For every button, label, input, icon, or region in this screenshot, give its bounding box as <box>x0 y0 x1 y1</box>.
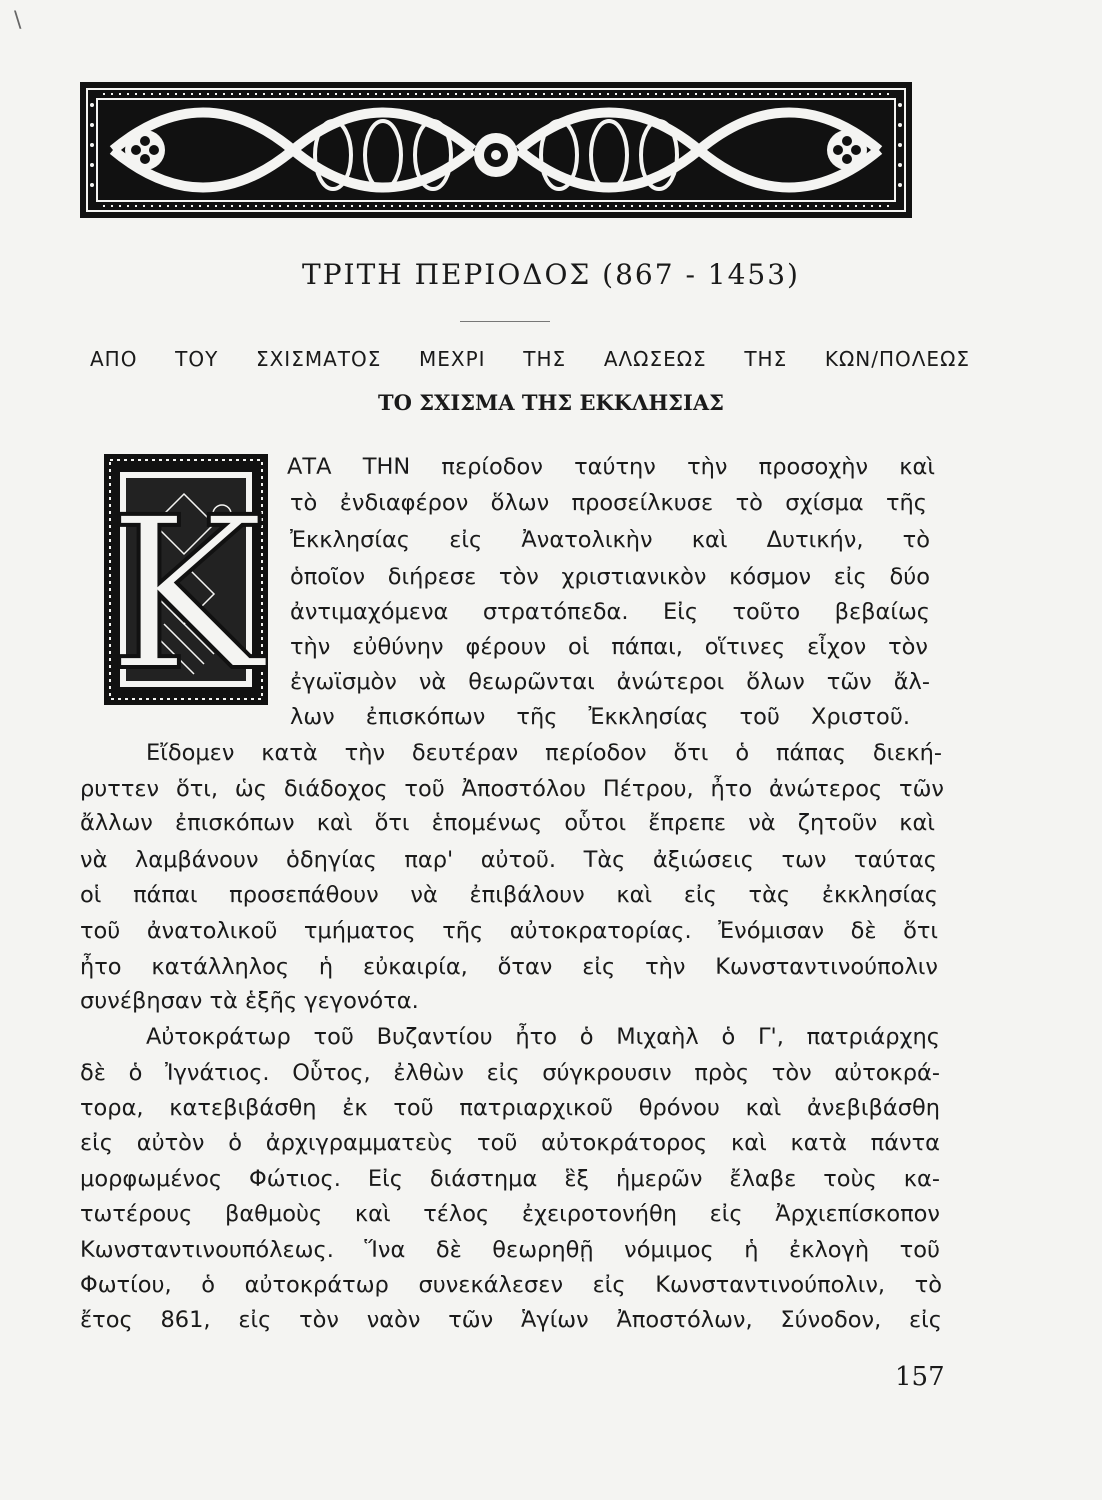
subtitle-word: ΣΧΙΣΜΑΤΟΣ <box>255 347 382 371</box>
text-line: Κωνσταντινουπόλεως. Ἵνα δὲ θεωρηθῇ νόμιμος ἡ ἐκλογὴ τοῦ <box>80 1237 940 1263</box>
text-line: ρυττεν ὅτι, ὡς διάδοχος τοῦ Ἀποστόλου Πέτρου, ἦτο ἀνώτερος τῶν <box>80 776 944 802</box>
text-line: ἄλλων ἐπισκόπων καὶ ὅτι ἑπομένως οὗτοι ἔπρεπε νὰ ζητοῦν καὶ <box>80 810 935 836</box>
text-line: οἱ πάπαι προσεπάθουν νὰ ἐπιβάλουν καὶ εἰς τὰς ἐκκλησίας <box>80 882 938 908</box>
subtitle-word: ΤΗΣ <box>523 347 567 371</box>
corner-mark: \ <box>14 8 22 33</box>
subtitle-word: ΜΕΧΡΙ <box>419 347 486 371</box>
text-line: Φωτίου, ὁ αὐτοκράτωρ συνεκάλεσεν εἰς Κωνσταντινούπολιν, τὸ <box>80 1272 942 1298</box>
text-line: ἐγωϊσμὸν νὰ θεωρῶνται ἀνώτεροι ὅλων τῶν ἄλ- <box>290 669 930 695</box>
text-line: Ἐκκλησίας εἰς Ἀνατολικὴν καὶ Δυτικήν, τὸ <box>290 527 930 553</box>
text-line: τοῦ ἀνατολικοῦ τμήματος τῆς αὐτοκρατορίας. Ἐνόμισαν δὲ ὅτι <box>80 918 938 944</box>
text-line: τὴν εὐθύνην φέρουν οἱ πάπαι, οἵτινες εἶχον τὸν <box>290 634 928 660</box>
text-line: τορα, κατεβιβάσθη ἐκ τοῦ πατριαρχικοῦ θρόνου καὶ ἀνεβιβάσθη <box>80 1095 940 1121</box>
text-line: συνέβησαν τὰ ἑξῆς γεγονότα. <box>80 988 419 1014</box>
text-line: δὲ ὁ Ἰγνάτιος. Οὗτος, ἐλθὼν εἰς σύγκρουσιν πρὸς τὸν αὐτοκρά- <box>80 1060 940 1086</box>
ornamental-header-band <box>80 82 912 218</box>
text-line: εἰς αὐτὸν ὁ ἀρχιγραμματεὺς τοῦ αὐτοκράτορος καὶ κατὰ πάντα <box>80 1130 940 1156</box>
subtitle-word: ΤΟΥ <box>175 347 219 371</box>
text-line: Αὐτοκράτωρ τοῦ Βυζαντίου ἦτο ὁ Μιχαὴλ ὁ Γ', πατριάρχης <box>146 1024 940 1050</box>
page-number: 157 <box>895 1362 945 1392</box>
text-line: λων ἐπισκόπων τῆς Ἐκκλησίας τοῦ Χριστοῦ. <box>290 704 910 730</box>
text-line: τωτέρους βαθμοὺς καὶ τέλος ἐχειροτονήθη εἰς Ἀρχιεπίσκοπον <box>80 1201 940 1227</box>
text-line: νὰ λαμβάνουν ὁδηγίας παρ' αὐτοῦ. Τὰς ἀξιώσεις των ταύτας <box>80 847 937 873</box>
drop-cap-letter: K <box>107 472 265 705</box>
ornament-pattern-icon <box>83 85 909 215</box>
subtitle-word: ΑΛΩΣΕΩΣ <box>603 347 707 371</box>
text-line: ΑΤΑ ΤΗΝ περίοδον ταύτην τὴν προσοχὴν καὶ <box>287 454 935 480</box>
text-line: ἔτος 861, εἰς τὸν ναὸν τῶν Ἁγίων Ἀποστόλων, Σύνοδον, εἰς <box>80 1307 942 1333</box>
drop-cap <box>104 454 268 705</box>
title-divider <box>460 321 550 322</box>
text-line: ὁποῖον διήρεσε τὸν χριστιανικὸν κόσμον εἰς δύο <box>290 564 930 590</box>
text-line: ἦτο κατάλληλος ἡ εὐκαιρία, ὅταν εἰς τὴν Κωνσταντινούπολιν <box>80 954 938 980</box>
text-line: μορφωμένος Φώτιος. Εἰς διάστημα ἓξ ἡμερῶν ἔλαβε τοὺς κα- <box>80 1166 940 1192</box>
section-title: ΤΟ ΣΧΙΣΜΑ ΤΗΣ ΕΚΚΛΗΣΙΑΣ <box>378 390 724 415</box>
subtitle-word: ΑΠΟ <box>90 347 138 371</box>
subtitle-word: ΚΩΝ/ΠΟΛΕΩΣ <box>824 347 970 371</box>
text-line: ἀντιμαχόμενα στρατόπεδα. Εἰς τοῦτο βεβαίως <box>290 599 930 625</box>
drop-cap-ornament-icon <box>104 454 268 705</box>
text-line: Εἴδομεν κατὰ τὴν δευτέραν περίοδον ὅτι ὁ πάπας διεκή- <box>146 740 942 766</box>
text-line: τὸ ἐνδιαφέρον ὅλων προσείλκυσε τὸ σχίσμα τῆς <box>290 490 927 516</box>
period-title: ΤΡΙΤΗ ΠΕΡΙΟΔΟΣ (867 - 1453) <box>302 258 800 291</box>
subtitle-word: ΤΗΣ <box>744 347 788 371</box>
subtitle <box>90 347 970 371</box>
